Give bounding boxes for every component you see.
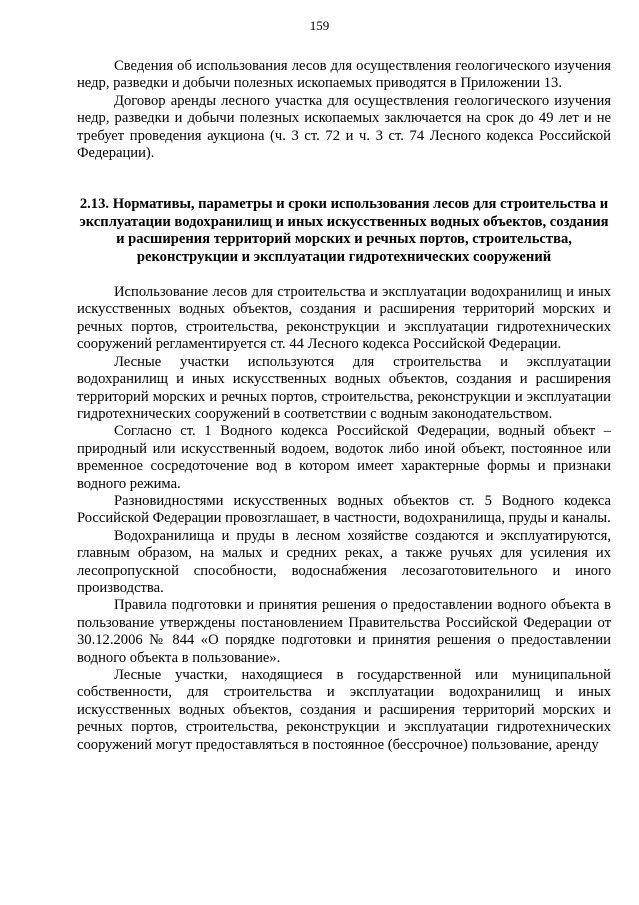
section-heading: 2.13. Нормативы, параметры и сроки использования лесов для строительства и эксплуатации водохранилищ и иных искусственных водных объектов, создания и расширения территорий морских и речных портов, строительства, реконструкции и эксплуатации гидротехнических сооружений xyxy=(79,196,609,265)
body-paragraph: Согласно ст. 1 Водного кодекса Российской Федерации, водный объект – природный или искусственный водоем, водоток либо иной объект, постоянное или временное сосредоточение вод в котором имеет характерные формы и признаки водного режима. xyxy=(77,423,611,492)
body-paragraph: Правила подготовки и принятия решения о предоставлении водного объекта в пользование утверждены постановлением Правительства Российской Федерации от 30.12.2006 № 844 «О порядке подготовки и принятия решения о предоставлении водного объекта в пользование». xyxy=(77,597,611,666)
body-paragraph: Разновидностями искусственных водных объектов ст. 5 Водного кодекса Российской Федерации провозглашает, в частности, водохранилища, пруды и каналы. xyxy=(77,492,611,527)
body-paragraph: Водохранилища и пруды в лесном хозяйстве создаются и эксплуатируются, главным образом, на малых и средних реках, а также ручьях для усиления их лесопропускной способности, водоснабжения лесозаготовительного и иного производства. xyxy=(77,527,611,596)
body-paragraph: Лесные участки используются для строительства и эксплуатации водохранилищ и иных искусственных водных объектов, создания и расширения территорий морских и речных портов, строительства, реконструкции и эксплуатации гидротехнических сооружений в соответствии с водным законодательством. xyxy=(77,353,611,422)
intro-paragraph: Договор аренды лесного участка для осуществления геологического изучения недр, разведки и добычи полезных ископаемых заключается на срок до 49 лет и не требует проведения аукциона (ч. 3 ст. 72 и ч. 3 ст. 74 Лесного кодекса Российской Федерации). xyxy=(77,92,611,162)
body-paragraph: Лесные участки, находящиеся в государственной или муниципальной собственности, для строительства и эксплуатации водохранилищ и иных искусственных водных объектов, создания и расширения территорий морских и речных портов, строительства, реконструкции и эксплуатации гидротехнических сооружений могут предоставляться в постоянное (бессрочное) пользование, аренду xyxy=(77,667,611,753)
page-number: 159 xyxy=(309,18,330,33)
intro-paragraph: Сведения об использования лесов для осуществления геологического изучения недр, разведки и добычи полезных ископаемых приводятся в Приложении 13. xyxy=(77,58,611,92)
page-content xyxy=(77,58,611,754)
body-paragraph: Использование лесов для строительства и эксплуатации водохранилищ и иных искусственных водных объектов, создания и расширения территорий морских и речных портов, строительства, реконструкции и эксплуатации гидротехнических сооружений регламентируется ст. 44 Лесного кодекса Российской Федерации. xyxy=(77,284,611,353)
section-spacer xyxy=(77,162,611,196)
